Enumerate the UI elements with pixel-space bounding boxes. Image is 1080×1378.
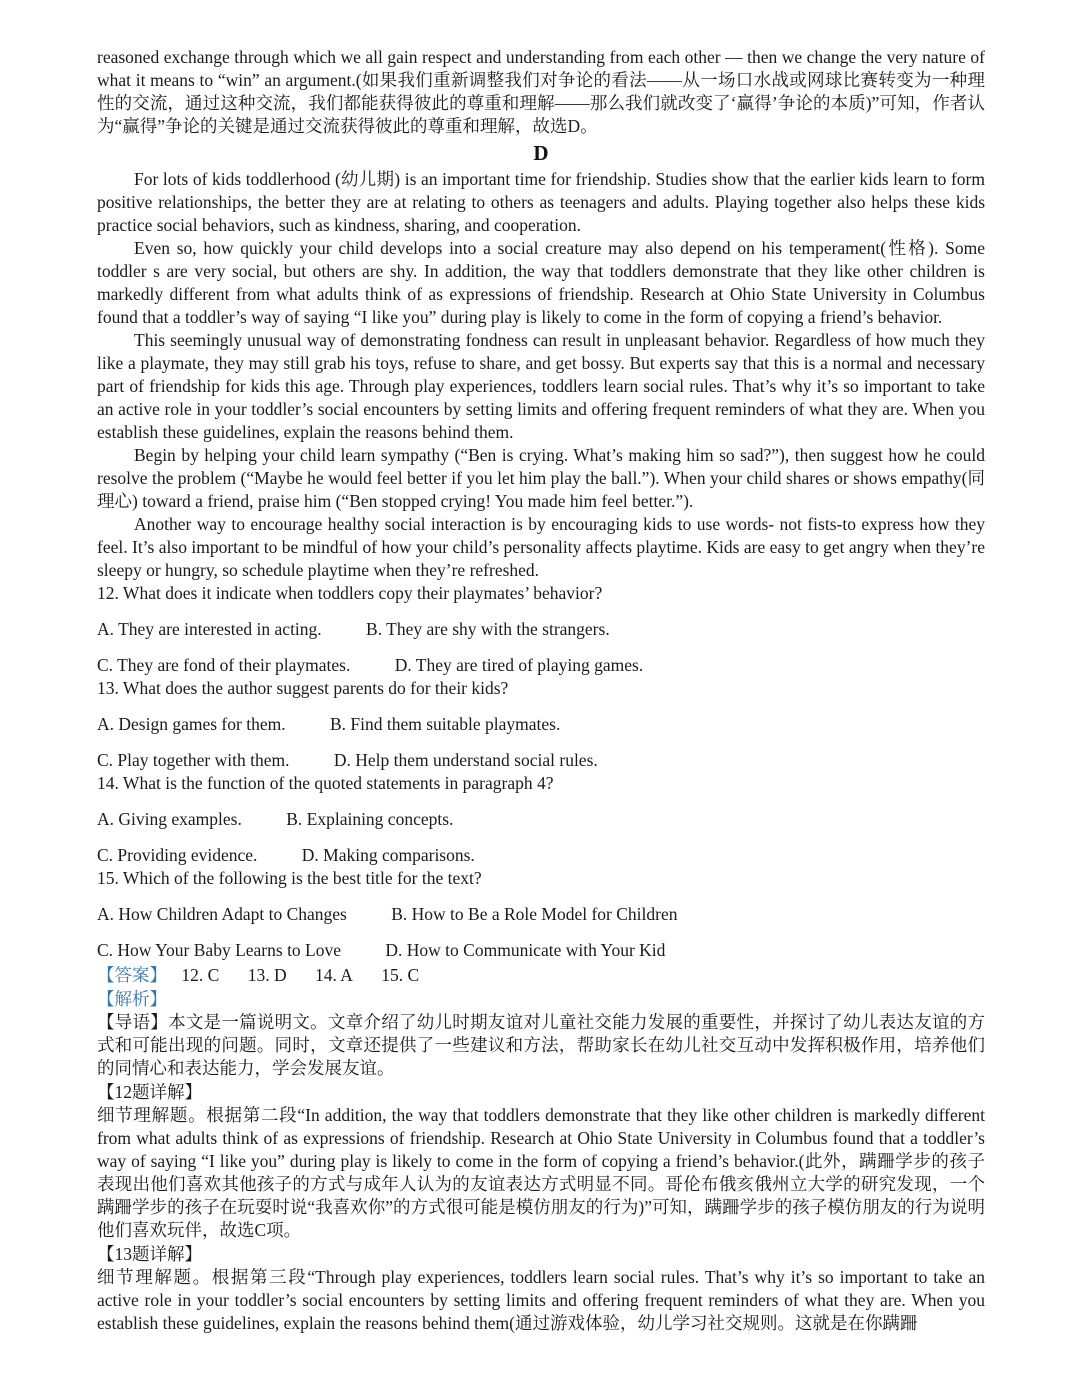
answer-q12: 12. C bbox=[181, 965, 220, 985]
question-14-option-a: A. Giving examples. bbox=[97, 809, 242, 829]
answer-q13: 13. D bbox=[247, 965, 287, 985]
question-12-option-b: B. They are shy with the strangers. bbox=[366, 619, 610, 639]
question-14 bbox=[97, 772, 985, 867]
question-15-option-b: B. How to Be a Role Model for Children bbox=[391, 904, 678, 924]
question-12-options-ab bbox=[97, 618, 985, 641]
question-12-options-cd bbox=[97, 654, 985, 677]
question-14-options-cd bbox=[97, 844, 985, 867]
passage-paragraph-1: For lots of kids toddlerhood (幼儿期) is an important time for friendship. Studies show that the earlier kids learn to form positive relationships, the better they are at relating to others as teenagers and adults. Playing together also helps these kids practice social behaviors, such as kindness, sharing, and cooperation. bbox=[97, 169, 985, 235]
question-15-options-ab bbox=[97, 903, 985, 926]
answer-q15: 15. C bbox=[381, 965, 420, 985]
question-15-option-d: D. How to Communicate with Your Kid bbox=[385, 940, 666, 960]
question-12-option-d: D. They are tired of playing games. bbox=[394, 655, 644, 675]
passage-paragraph-3: This seemingly unusual way of demonstrating fondness can result in unpleasant behavior. Regardless of how much they like a playmate, they may still grab his toys, refuse to share, and get bossy. But experts say that this is a normal and necessary part of friendship for kids this age. Through play experiences, toddlers learn social rules. That’s why it’s so important to take an active role in your toddler’s social encounters by setting limits and offering frequent reminders of what they are. When you establish these guidelines, explain the reasons behind them. bbox=[97, 330, 985, 442]
question-12-stem: 12. What does it indicate when toddlers copy their playmates’ behavior? bbox=[97, 583, 603, 603]
question-12-option-a: A. They are interested in acting. bbox=[97, 619, 322, 639]
question-13 bbox=[97, 677, 985, 772]
passage-paragraph-5: Another way to encourage healthy social interaction is by encouraging kids to use words- not fists-to express how they feel. It’s also important to be mindful of how your child’s personality affects playtime. Kids are easy to get angry when they’re sleepy or hungry, so schedule playtime when they’re refreshed. bbox=[97, 514, 985, 580]
question-14-option-b: B. Explaining concepts. bbox=[286, 809, 454, 829]
analysis-overview-heading: 【导语】 bbox=[97, 1012, 169, 1032]
question-13-options-ab bbox=[97, 713, 985, 736]
analysis-q12-text: 细节理解题。根据第二段“In addition, the way that toddlers demonstrate that they like other children is markedly different from what adults think of as expressions of friendship. Research at Ohio State University in Columbus found that a toddler’s way of saying “I like you” during play is likely to come in the form of copying a friend’s behavior.(此外，蹒跚学步的孩子表现出他们喜欢其他孩子的方式与成年人认为的友谊表达方式明显不同。哥伦布俄亥俄州立大学的研究发现，一个蹒跚学步的孩子在玩耍时说“我喜欢你”的方式很可能是模仿朋友的行为)”可知，蹒跚学步的孩子模仿朋友的行为说明他们喜欢玩伴，故选C项。 bbox=[97, 1105, 985, 1240]
section-heading: D bbox=[533, 141, 549, 165]
question-14-option-d: D. Making comparisons. bbox=[301, 845, 475, 865]
question-12 bbox=[97, 582, 985, 677]
question-13-options-cd bbox=[97, 749, 985, 772]
answer-label: 【答案】 bbox=[97, 965, 167, 985]
question-14-option-c: C. Providing evidence. bbox=[97, 845, 258, 865]
question-13-stem: 13. What does the author suggest parents do for their kids? bbox=[97, 678, 509, 698]
question-15-options-cd bbox=[97, 939, 985, 962]
passage-paragraph-4: Begin by helping your child learn sympathy (“Ben is crying. What’s making him so sad?”), then suggest how he could resolve the problem (“Maybe he would feel better if you let him play the ball.”). When your child shares or shows empathy(同理心) toward a friend, praise him (“Ben stopped crying! You made him feel better.”). bbox=[97, 445, 985, 511]
question-13-option-b: B. Find them suitable playmates. bbox=[329, 714, 561, 734]
analysis-q13-heading: 【13题详解】 bbox=[97, 1244, 202, 1264]
analysis-q12-heading: 【12题详解】 bbox=[97, 1082, 202, 1102]
question-15-stem: 15. Which of the following is the best title for the text? bbox=[97, 868, 482, 888]
analysis-label: 【解析】 bbox=[97, 989, 167, 1009]
answer-line bbox=[97, 964, 985, 987]
question-12-option-c: C. They are fond of their playmates. bbox=[97, 655, 351, 675]
analysis-label-line bbox=[97, 988, 985, 1011]
question-13-option-a: A. Design games for them. bbox=[97, 714, 286, 734]
question-15-option-c: C. How Your Baby Learns to Love bbox=[97, 940, 342, 960]
question-14-options-ab bbox=[97, 808, 985, 831]
question-14-stem: 14. What is the function of the quoted statements in paragraph 4? bbox=[97, 773, 554, 793]
previous-answer-explanation: reasoned exchange through which we all gain respect and understanding from each other — then we change the very nature of what it means to “win” an argument.(如果我们重新调整我们对争论的看法——从一场口水战或网球比赛转变为一种理性的交流，通过这种交流，我们都能获得彼此的尊重和理解——那么我们就改变了‘赢得’争论的本质)”可知，作者认为“赢得”争论的关键是通过交流获得彼此的尊重和理解，故选D。 bbox=[97, 47, 985, 136]
analysis-overview-text: 本文是一篇说明文。文章介绍了幼儿时期友谊对儿童社交能力发展的重要性，并探讨了幼儿表达友谊的方式和可能出现的问题。同时，文章还提供了一些建议和方法，帮助家长在幼儿社交互动中发挥积极作用，培养他们的同情心和表达能力，学会发展友谊。 bbox=[97, 1012, 985, 1078]
analysis-q13-text: 细节理解题。根据第三段“Through play experiences, toddlers learn social rules. That’s why it’s so important to take an active role in your toddler’s social encounters by setting limits and offering frequent reminders of what they are. When you establish these guidelines, explain the reasons behind them(通过游戏体验，幼儿学习社交规则。这就是在你蹒跚 bbox=[97, 1267, 985, 1333]
answer-q14: 14. A bbox=[314, 965, 353, 985]
question-13-option-c: C. Play together with them. bbox=[97, 750, 290, 770]
question-13-option-d: D. Help them understand social rules. bbox=[333, 750, 598, 770]
reading-passage bbox=[97, 168, 985, 582]
question-15-option-a: A. How Children Adapt to Changes bbox=[97, 904, 347, 924]
question-15 bbox=[97, 867, 985, 962]
analysis-overview bbox=[97, 1011, 985, 1080]
passage-paragraph-2: Even so, how quickly your child develops into a social creature may also depend on his temperament(性格). Some toddler s are very social, but others are shy. In addition, the way that toddlers demonstrate that they like other children is markedly different from what adults think of as expressions of friendship. Research at Ohio State University in Columbus found that a toddler’s way of saying “I like you” during play is likely to come in the form of copying a friend’s behavior. bbox=[97, 238, 985, 327]
